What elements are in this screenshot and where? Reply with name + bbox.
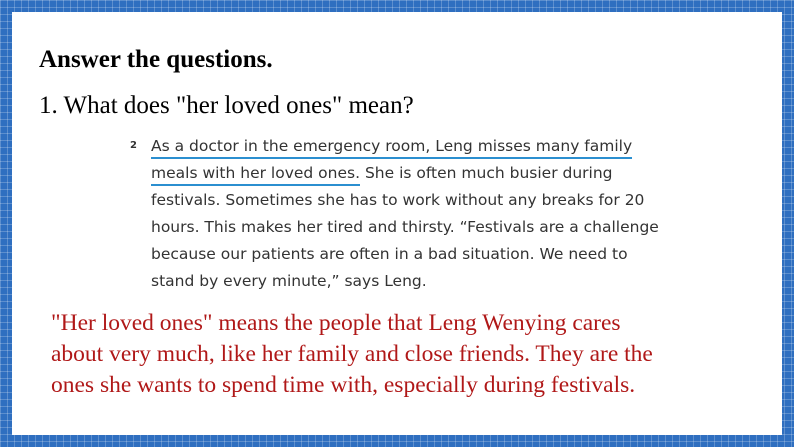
underlined-phrase: As a doctor in the emergency room, Leng misses many family xyxy=(151,137,632,159)
answer-text xyxy=(51,308,771,401)
underlined-phrase: meals with her loved ones. xyxy=(151,164,360,186)
passage-line-5: because our patients are often in a bad situation. We need to xyxy=(151,245,628,263)
passage-text: She is often much busier during xyxy=(360,164,613,182)
slide xyxy=(12,12,782,435)
passage-line-3: festivals. Sometimes she has to work without any breaks for 20 xyxy=(151,191,645,209)
answer-line-2: about very much, like her family and close friends. They are the xyxy=(51,341,653,367)
passage-line-4: hours. This makes her tired and thirsty. “Festivals are a challenge xyxy=(151,218,659,236)
answer-line-3: ones she wants to spend time with, especially during festivals. xyxy=(51,372,636,398)
question: 1. What does "her loved ones" mean? xyxy=(39,92,414,119)
passage-line-6: stand by every minute,” says Leng. xyxy=(151,272,427,290)
passage-line-1 xyxy=(151,136,632,156)
answer-line-1: "Her loved ones" means the people that Leng Wenying cares xyxy=(51,310,621,336)
heading: Answer the questions. xyxy=(39,46,273,73)
passage-line-2 xyxy=(151,163,613,183)
paragraph-number: 2 xyxy=(130,140,137,151)
